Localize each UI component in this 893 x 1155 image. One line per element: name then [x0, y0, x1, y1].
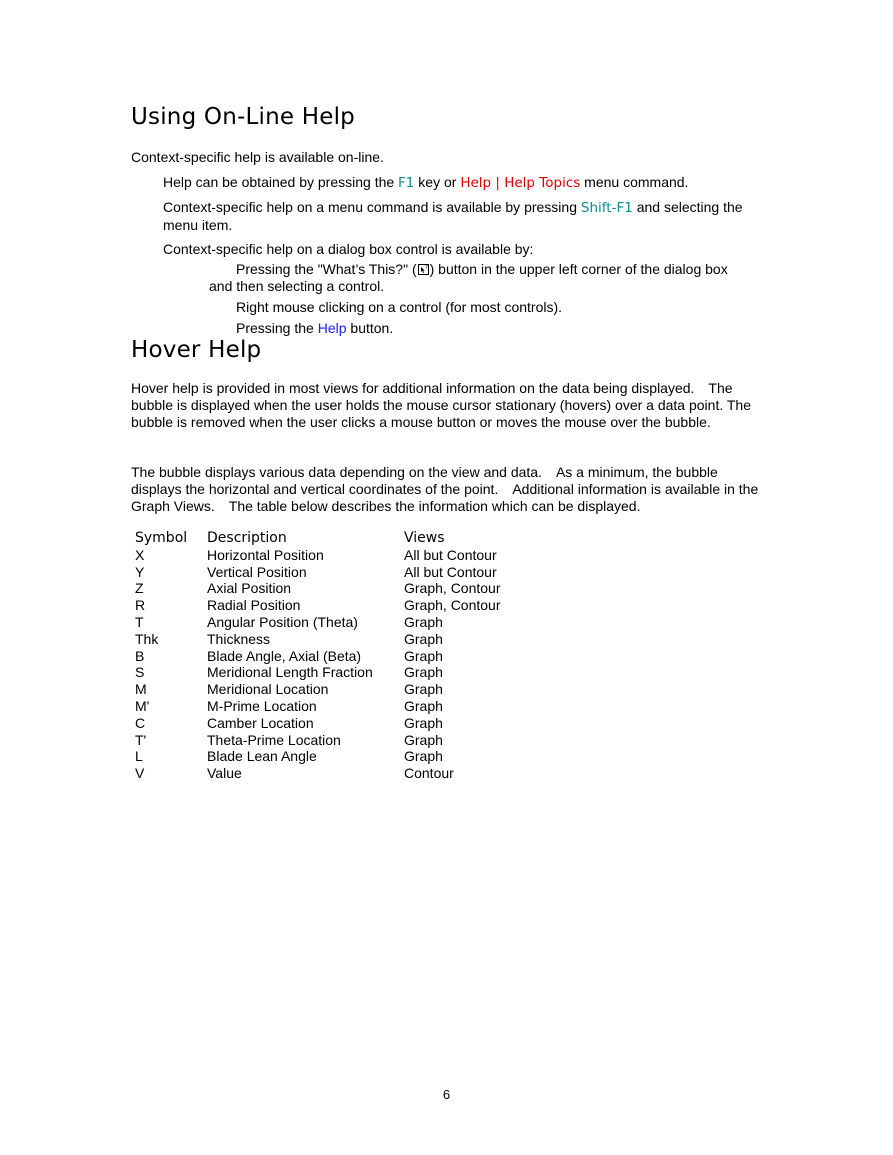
cell-symbol: X — [135, 546, 145, 563]
cell-description: Thickness — [207, 630, 271, 647]
cell-description: Theta-Prime Location — [207, 731, 341, 748]
cell-views: Graph — [404, 681, 443, 698]
section-title-hover-help: Hover Help — [131, 337, 262, 363]
cell-symbol: Y — [135, 563, 145, 580]
cell-views: Graph — [404, 731, 443, 748]
cell-symbol: Thk — [135, 630, 159, 647]
section-title-online-help: Using On-Line Help — [131, 104, 355, 130]
cell-views: Graph — [404, 697, 443, 714]
cell-views: All but Contour — [404, 563, 497, 580]
cell-symbol: L — [135, 748, 143, 765]
online-help-intro: Context-specific help is available on-line. — [131, 149, 384, 165]
cell-description: Angular Position (Theta) — [207, 613, 358, 630]
help-item-f1-text: Help can be obtained by pressing the — [163, 174, 399, 190]
whats-this-help-icon — [418, 262, 429, 274]
whats-this-text-post: ) button in the upper left corner of the dialog box — [429, 261, 728, 277]
cell-description: M-Prime Location — [207, 697, 317, 714]
whats-this-text-pre: Pressing the "What’s This?" ( — [236, 261, 417, 277]
table-row — [135, 732, 564, 749]
help-subitem-whats-this — [236, 261, 776, 278]
cell-symbol: M' — [135, 697, 150, 714]
hover-help-paragraph-1: Hover help is provided in most views for additional information on the data being displayed. The bubble is displayed when the user holds the mouse cursor stationary (hovers) over a data point. The bubble is removed when the user clicks a mouse button or moves the mouse over the bubble. — [131, 380, 751, 430]
header-description: Description — [207, 530, 287, 546]
cell-views: All but Contour — [404, 546, 497, 563]
table-row — [135, 580, 564, 597]
cell-description: Blade Lean Angle — [207, 748, 317, 765]
cell-description: Radial Position — [207, 597, 301, 614]
cell-symbol: B — [135, 647, 145, 664]
page-number: 6 — [442, 1087, 451, 1102]
header-symbol: Symbol — [135, 530, 188, 546]
cell-description: Meridional Length Fraction — [207, 664, 373, 681]
help-item-dialog-control: Context-specific help on a dialog box control is available by: — [163, 241, 534, 257]
help-item-shift-f1 — [163, 199, 763, 234]
cell-symbol: T — [135, 613, 144, 630]
help-topics-menu-command: Help | Help Topics — [460, 175, 581, 191]
table-row — [135, 765, 564, 782]
cell-symbol: C — [135, 714, 146, 731]
cell-views: Graph — [404, 613, 443, 630]
hover-symbol-table — [135, 530, 564, 782]
help-item-shift-f1-post: and selecting the menu item. — [163, 199, 743, 233]
cell-symbol: Z — [135, 580, 144, 597]
table-row — [135, 748, 564, 765]
help-subitem-right-click: Right mouse clicking on a control (for most controls). — [236, 299, 563, 315]
help-item-f1 — [163, 174, 763, 192]
shift-f1-key: Shift-F1 — [580, 200, 633, 216]
cell-symbol: M — [135, 681, 147, 698]
cell-symbol: V — [135, 765, 145, 782]
table-row — [135, 631, 564, 648]
cell-symbol: R — [135, 597, 146, 614]
f1-key: F1 — [398, 175, 415, 191]
cell-symbol: T' — [135, 731, 147, 748]
cell-symbol: S — [135, 664, 145, 681]
help-subitem-help-button — [236, 320, 776, 337]
cell-views: Graph — [404, 647, 443, 664]
cell-description: Value — [207, 765, 242, 782]
cell-views: Graph — [404, 714, 443, 731]
cell-description: Meridional Location — [207, 681, 329, 698]
table-row — [135, 597, 564, 614]
cell-views: Graph, Contour — [404, 597, 501, 614]
table-header-row — [135, 530, 564, 547]
help-subitem-whats-this-cont: and then selecting a control. — [209, 278, 385, 294]
cell-description: Horizontal Position — [207, 546, 324, 563]
svg-text:?: ? — [424, 265, 428, 271]
table-row — [135, 564, 564, 581]
cell-views: Graph — [404, 630, 443, 647]
table-row — [135, 698, 564, 715]
help-button-text-post: button. — [346, 320, 394, 336]
cell-description: Axial Position — [207, 580, 292, 597]
help-button-link[interactable]: Help — [317, 320, 347, 336]
help-item-f1-post: menu command. — [580, 174, 689, 190]
table-row — [135, 648, 564, 665]
table-row — [135, 614, 564, 631]
cell-views: Contour — [404, 765, 454, 782]
hover-help-paragraph-2: The bubble displays various data depending on the view and data. As a minimum, the bubble displays the horizontal and vertical coordinates of the point. Additional information is available in the Graph Views. The table below describes the information which can be displayed. — [131, 464, 759, 514]
table-row — [135, 715, 564, 732]
cell-description: Blade Angle, Axial (Beta) — [207, 647, 362, 664]
table-row — [135, 547, 564, 564]
table-row — [135, 664, 564, 681]
cell-views: Graph, Contour — [404, 580, 501, 597]
cell-description: Camber Location — [207, 714, 314, 731]
cell-views: Graph — [404, 664, 443, 681]
help-button-text-pre: Pressing the — [236, 320, 318, 336]
help-item-f1-mid: key or — [414, 174, 461, 190]
help-item-shift-f1-text: Context-specific help on a menu command is available by pressing — [163, 199, 581, 215]
cell-description: Vertical Position — [207, 563, 307, 580]
header-views: Views — [404, 530, 445, 546]
table-row — [135, 681, 564, 698]
cell-views: Graph — [404, 748, 443, 765]
